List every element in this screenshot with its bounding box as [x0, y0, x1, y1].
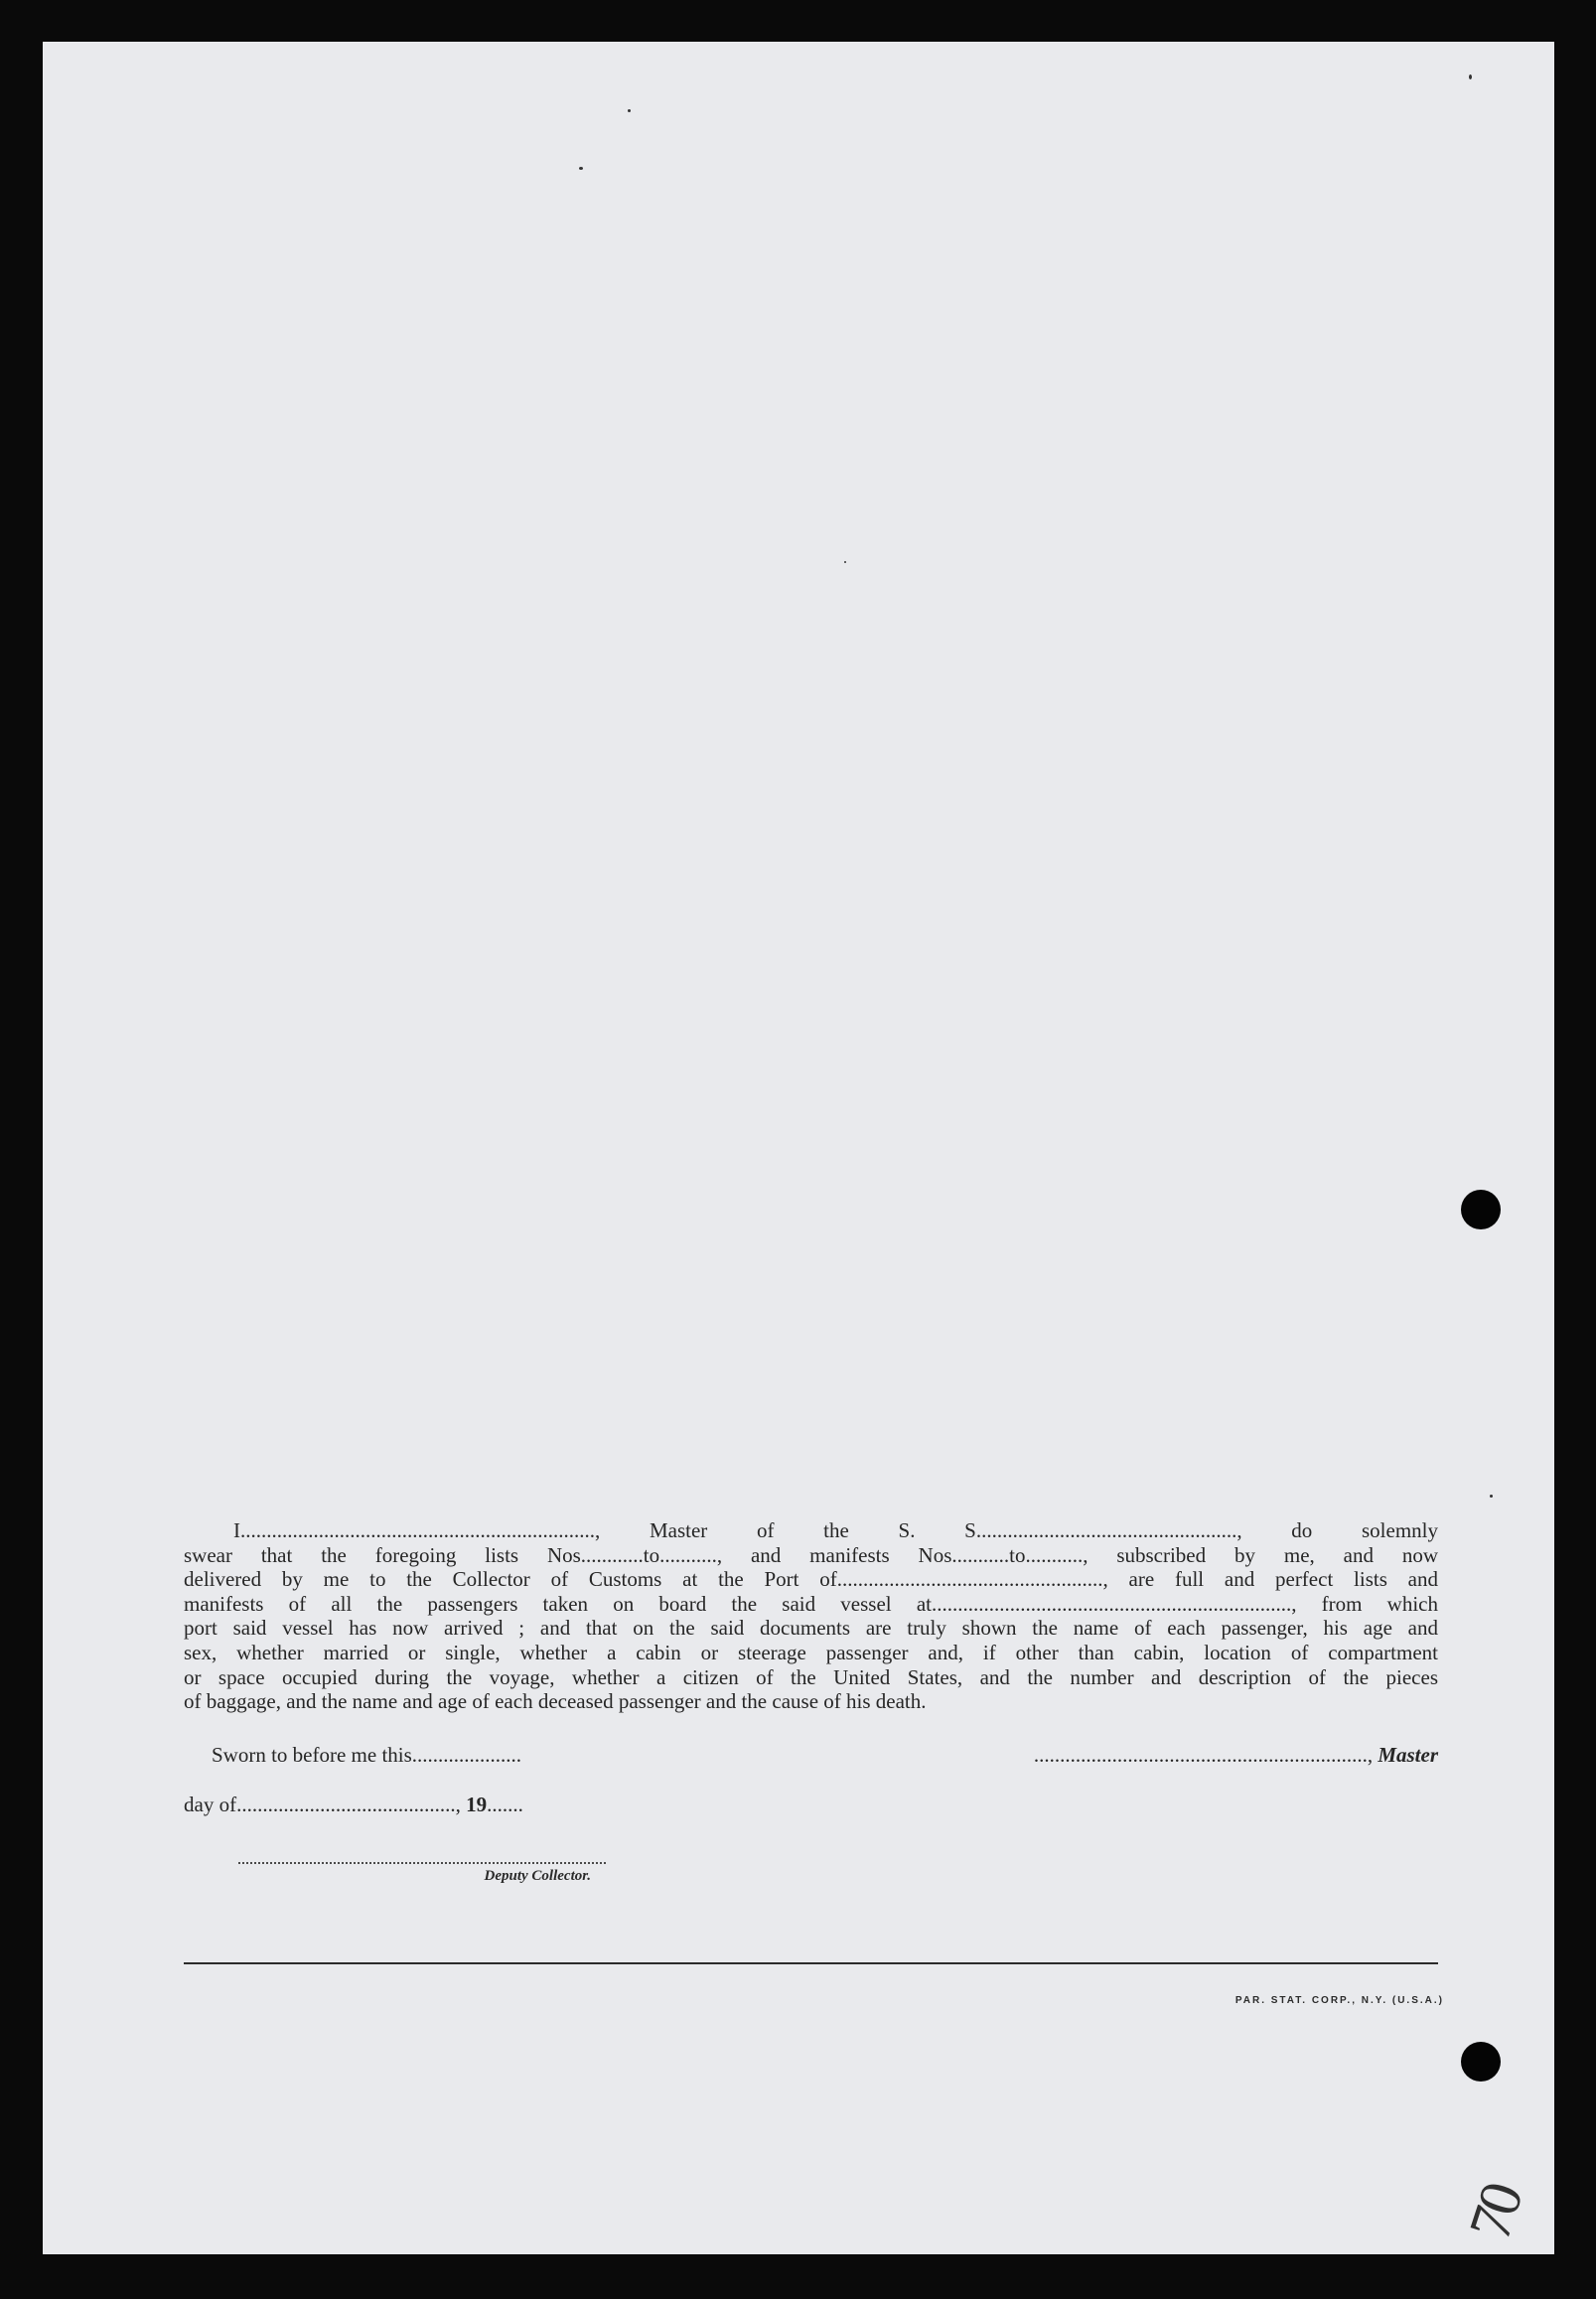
master-signature-field[interactable] — [929, 1743, 1438, 1768]
oath-line: swear that the foregoing lists Nos............to..........., and manifests Nos...........to..........., subscribed by me, and now — [184, 1542, 1438, 1567]
punch-hole-icon — [1461, 1190, 1501, 1229]
document-page — [43, 42, 1554, 2254]
paper-speck — [1469, 74, 1472, 79]
oath-line: or space occupied during the voyage, whether a citizen of the United States, and the number and description of the pieces — [184, 1664, 1438, 1689]
deputy-collector-signature-line[interactable] — [238, 1862, 606, 1864]
master-oath-paragraph — [184, 1518, 1438, 1714]
year-prefix: 19 — [466, 1793, 488, 1816]
paper-speck — [1490, 1495, 1493, 1498]
oath-line: manifests of all the passengers taken on board the said vessel at....................................................................., from which — [184, 1591, 1438, 1616]
oath-line: delivered by me to the Collector of Customs at the Port of..................................................., are full and perfect lists and — [184, 1567, 1438, 1592]
year-dots: ....... — [487, 1793, 523, 1816]
date-field[interactable] — [184, 1793, 523, 1817]
master-signature-dots: ................................................................, — [1033, 1743, 1378, 1767]
handwritten-page-number: 70 — [1456, 2177, 1535, 2247]
oath-line: of baggage, and the name and age of each deceased passenger and the cause of his death. — [184, 1689, 927, 1714]
paper-speck — [579, 167, 583, 170]
punch-hole-icon — [1461, 2042, 1501, 2082]
printer-imprint: PAR. STAT. CORP., N.Y. (U.S.A.) — [1234, 1995, 1444, 2006]
oath-line: port said vessel has now arrived ; and that on the said documents are truly shown the name of each passenger, his age and — [184, 1616, 1438, 1641]
master-label: Master — [1378, 1743, 1438, 1767]
horizontal-rule — [184, 1962, 1438, 1964]
oath-line: sex, whether married or single, whether a cabin or steerage passenger and, if other than cabin, location of compartment — [184, 1640, 1438, 1664]
paper-speck — [628, 109, 631, 112]
deputy-collector-label: Deputy Collector. — [484, 1868, 591, 1884]
sworn-before-me-field[interactable]: Sworn to before me this..................... — [212, 1743, 522, 1767]
oath-line: I...................................................................., Master of the S. S.................................................., do solemnly — [233, 1518, 1438, 1542]
paper-speck — [844, 561, 846, 563]
day-of-text: day of.........................................., — [184, 1793, 467, 1816]
